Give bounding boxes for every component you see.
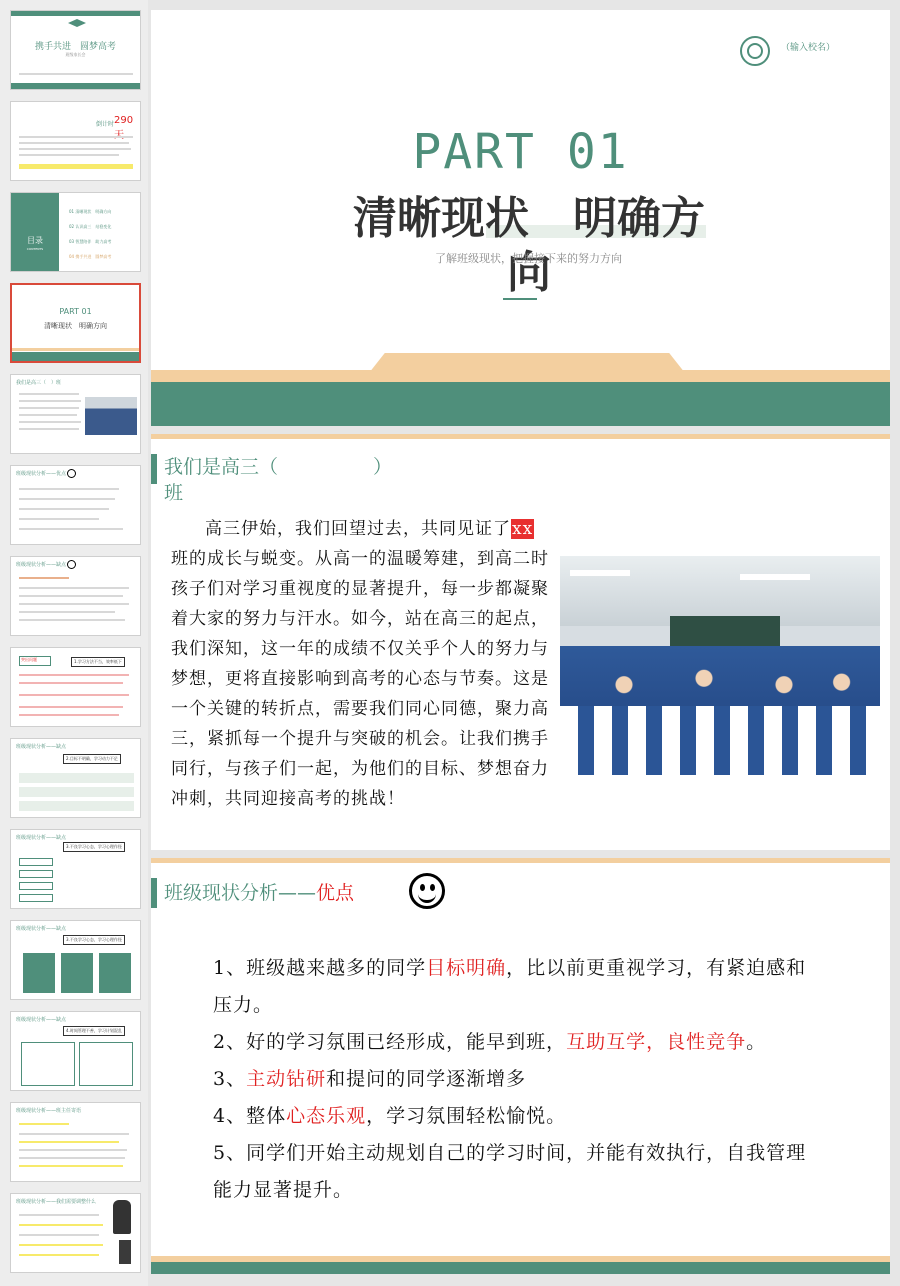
strengths-list <box>213 950 817 1209</box>
countdown-days: 290 <box>114 115 134 126</box>
thumbnail-title: 班级现状分析——缺点 <box>16 744 67 750</box>
list-item: 2、好的学习氛围已经形成，能早到班，互助互学，良性竞争。 <box>213 1031 767 1053</box>
part-subtitle: 了解班级现状，把握接下来的努力方向 <box>435 252 622 265</box>
thumbnail-slide-4[interactable] <box>10 283 141 363</box>
toc-item: 02 认识高三 站稳变化 <box>69 224 112 229</box>
paragraph-lead: 高三伊始，我们回望过去，共同见证了 <box>205 519 511 539</box>
school-logo-icon <box>740 36 770 66</box>
thumbnail-title: 携手共进 圆梦高考 <box>34 42 116 52</box>
thumbnail-slide-1[interactable] <box>10 10 141 90</box>
thumbnail-slide-11[interactable] <box>10 920 141 1000</box>
graduation-cap-icon <box>68 19 86 27</box>
thumbnail-slide-13[interactable] <box>10 1102 141 1182</box>
thumbnail-box-label: 2.目标不明确，学习动力不足 <box>63 754 121 764</box>
thumbnail-title: 目录 <box>27 236 43 245</box>
thumbnail-title: 班级现状分析——缺点 <box>16 835 67 841</box>
teacher-figure-icon <box>113 1200 131 1234</box>
thumbnail-title: 我们是高三（ ）班 <box>16 380 62 386</box>
thumbnail-slide-14[interactable] <box>10 1193 141 1273</box>
thumbnail-title: 班级现状分析——缺点 <box>16 1017 67 1023</box>
thumbnail-slide-9[interactable] <box>10 738 141 818</box>
toc-item: 03 智慧陪伴 助力高考 <box>69 239 112 244</box>
thumbnail-title: PART 01 <box>59 307 92 316</box>
slide-heading: 班级现状分析——优点 <box>164 882 355 904</box>
thumbnail-slide-5[interactable] <box>10 374 141 454</box>
slide-heading: 我们是高三（ ）班 <box>164 456 393 504</box>
thumbnail-slide-2[interactable] <box>10 101 141 181</box>
thumbnail-slide-12[interactable] <box>10 1011 141 1091</box>
toc-item: 01 清晰现状 明确方向 <box>69 209 112 214</box>
thumbnail-subtitle: CONTENTS <box>26 247 44 251</box>
thumbnail-box-label: 1.学习方法不当，效率低下 <box>71 657 125 667</box>
thumbnail-title: 班级现状分析——缺点 <box>16 926 67 932</box>
thumbnail-title: 班级现状分析——缺点 <box>16 562 67 568</box>
thumbnail-subtitle: 班级家长会 <box>65 52 86 57</box>
slide-strengths <box>151 858 890 1274</box>
intro-paragraph <box>171 514 549 814</box>
sad-face-icon <box>67 560 76 569</box>
thumbnail-title: 倒计时 <box>96 121 115 128</box>
thumbnail-slide-10[interactable] <box>10 829 141 909</box>
title-short-rule <box>503 298 537 300</box>
list-item: 1、班级越来越多的同学目标明确，比以前更重视学习，有紧迫感和压力。 <box>213 957 807 1016</box>
smiley-icon <box>409 873 445 909</box>
thumbnail-box-label: 3.不良学习心态，学习心理作怪 <box>63 842 125 852</box>
slide-class-intro <box>151 434 890 850</box>
thumbnail-title: 突出问题 <box>21 657 37 662</box>
list-item: 3、主动钻研和提问的同学逐渐增多 <box>213 1068 527 1090</box>
thumbnail-slide-6[interactable] <box>10 465 141 545</box>
thumbnail-box-label: 4.时间管理不善，学习计划混乱 <box>63 1026 125 1036</box>
thumbnail-slide-7[interactable] <box>10 556 141 636</box>
toc-item: 04 携手共进 圆梦高考 <box>69 254 112 259</box>
smiley-icon <box>67 469 76 478</box>
thumbnail-title: 班级现状分析——优点 <box>16 471 67 477</box>
list-item: 4、整体心态乐观，学习氛围轻松愉悦。 <box>213 1105 567 1127</box>
thumbnail-slide-3[interactable] <box>10 192 141 272</box>
thumbnail-slide-8[interactable] <box>10 647 141 727</box>
thumbnail-subtitle: 清晰现状 明确方向 <box>44 322 107 330</box>
thumbnail-title: 班级现状分析——班主任寄语 <box>16 1108 82 1114</box>
thumbnail-title: 班级现状分析——我们需要调整什么 <box>16 1199 97 1205</box>
slide-part-01 <box>151 10 890 426</box>
part-number: PART 01 <box>412 124 629 180</box>
school-name-placeholder[interactable]: （输入校名） <box>781 43 836 53</box>
paragraph-body: 班的成长与蜕变。从高一的温暖筹建，到高二时孩子们对学习重视度的显著提升，每一步都凝聚着大家的努力与汗水。如今，站在高三的起点，我们深知，这一年的成绩不仅关乎个人的努力与梦想，更将直接影响到高考的心态与节奏。这是一个关键的转折点，需要我们同心同德，聚力高三，紧抓每一个提升与突破的机会。让我们携手同行，与孩子们一起，为他们的目标、梦想奋力冲刺，共同迎接高考的挑战！ <box>171 549 549 809</box>
class-photo <box>560 556 880 775</box>
thumbnail-box-label: 3.不良学习心态，学习心理作怪 <box>63 935 125 945</box>
highlight-placeholder[interactable]: xx <box>512 519 534 539</box>
slide-thumbnail-rail <box>0 0 148 1286</box>
part-title: 清晰现状 明确方向 <box>353 193 705 298</box>
list-item: 5、同学们开始主动规划自己的学习时间，并能有效执行，自我管理能力显著提升。 <box>213 1142 807 1201</box>
class-photo-thumbnail <box>85 397 137 435</box>
